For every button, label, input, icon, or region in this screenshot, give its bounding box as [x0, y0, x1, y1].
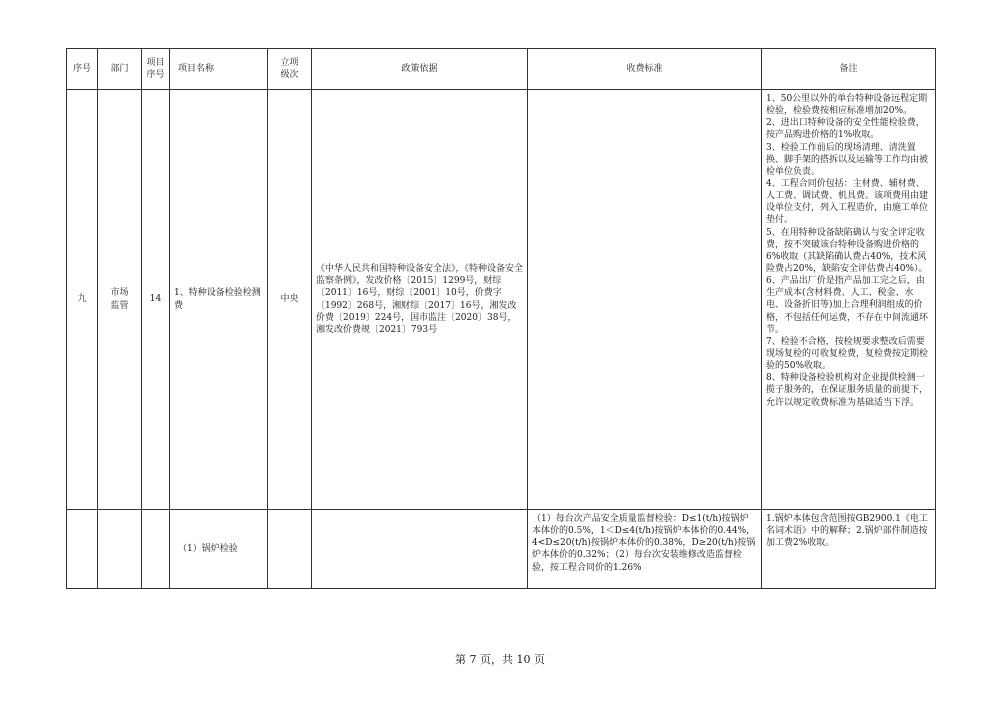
- cell-level: 中央: [268, 90, 312, 510]
- cell-standard: [528, 90, 762, 510]
- cell-dept: 市场 监管: [98, 90, 142, 510]
- header-policy: 政策依据: [312, 49, 528, 90]
- header-item-name: 项目名称: [170, 49, 268, 90]
- fee-table: [66, 48, 936, 589]
- header-seq: 序号: [67, 49, 98, 90]
- cell-level: [268, 510, 312, 589]
- header-remarks: 备注: [762, 49, 936, 90]
- cell-seq: [67, 510, 98, 589]
- header-item-seq: 项目 序号: [142, 49, 170, 90]
- cell-remarks: 1、50公里以外的单台特种设备远程定期检验，检验费按相应标准增加20%。 2、进出口特种设备的安全性能检验费，按产品购进价格的1%收取。 3、检验工作前后的现场清理、清洗置换、脚手架的搭拆以及运输等工作均由被检单位负责。 4、工程合同价包括：主材费、辅材费、人工费、调试费、机具费。该项费用由建设单位支付，列入工程造价，由施工单位垫付。 5、在用特种设备缺陷确认与安全评定收费，按不突破该台特种设备购进价格的6%收取（其缺陷确认费占40%，技术风险费占20%，缺陷安全评估费占40%）。 6、产品出厂价是指产品加工完之后，由生产成本(含材料费、人工、税金、水电、设备折旧等)加上合理利润组成的价格，不包括任何运费，不存在中间流通环节。 7、检验不合格，按检规要求整改后需要现场复检的可收复检费，复检费按定期检验的50%收取。 8、特种设备检验机构对企业提供检测一揽子服务的，在保证服务质量的前提下，允许以规定收费标准为基础适当下浮。: [762, 90, 936, 510]
- cell-standard: （1）每台次产品安全质量监督检验：D≤1(t/h)按锅炉本体价的0.5%，1＜D≤4(t/h)按锅炉本体价的0.44%，4<D≤20(t/h)按锅炉本体价的0.38%，D≥20(t/h)按锅炉本体价的0.32%；（2）每台次安装维修改造监督检验，按工程合同价的1.26%: [528, 510, 762, 589]
- cell-policy: [312, 510, 528, 589]
- table-header-row: [67, 49, 936, 90]
- page-footer: 第 7 页，共 10 页: [455, 653, 545, 666]
- cell-item-name: （1）锅炉检验: [170, 510, 268, 589]
- table-row: [67, 90, 936, 510]
- header-standard: 收费标准: [528, 49, 762, 90]
- cell-seq: 九: [67, 90, 98, 510]
- table-row: [67, 510, 936, 589]
- cell-item-name: 1、特种设备检验检测费: [170, 90, 268, 510]
- cell-item-seq: 14: [142, 90, 170, 510]
- cell-dept: [98, 510, 142, 589]
- header-dept: 部门: [98, 49, 142, 90]
- cell-policy: 《中华人民共和国特种设备安全法》，《特种设备安全监察条例》，发改价格〔2015〕1299号，财综〔2011〕16号，财综〔2001〕10号，价费字〔1992〕268号，湘财综〔2017〕16号，湘发改价费〔2019〕224号，国市监注〔2020〕38号，湘发改价费规〔2021〕793号: [312, 90, 528, 510]
- cell-item-seq: [142, 510, 170, 589]
- cell-remarks: 1.锅炉本体包含范围按GB2900.1《电工名词术语》中的解释；2.锅炉部件制造按加工费2%收取。: [762, 510, 936, 589]
- header-level: 立项 级次: [268, 49, 312, 90]
